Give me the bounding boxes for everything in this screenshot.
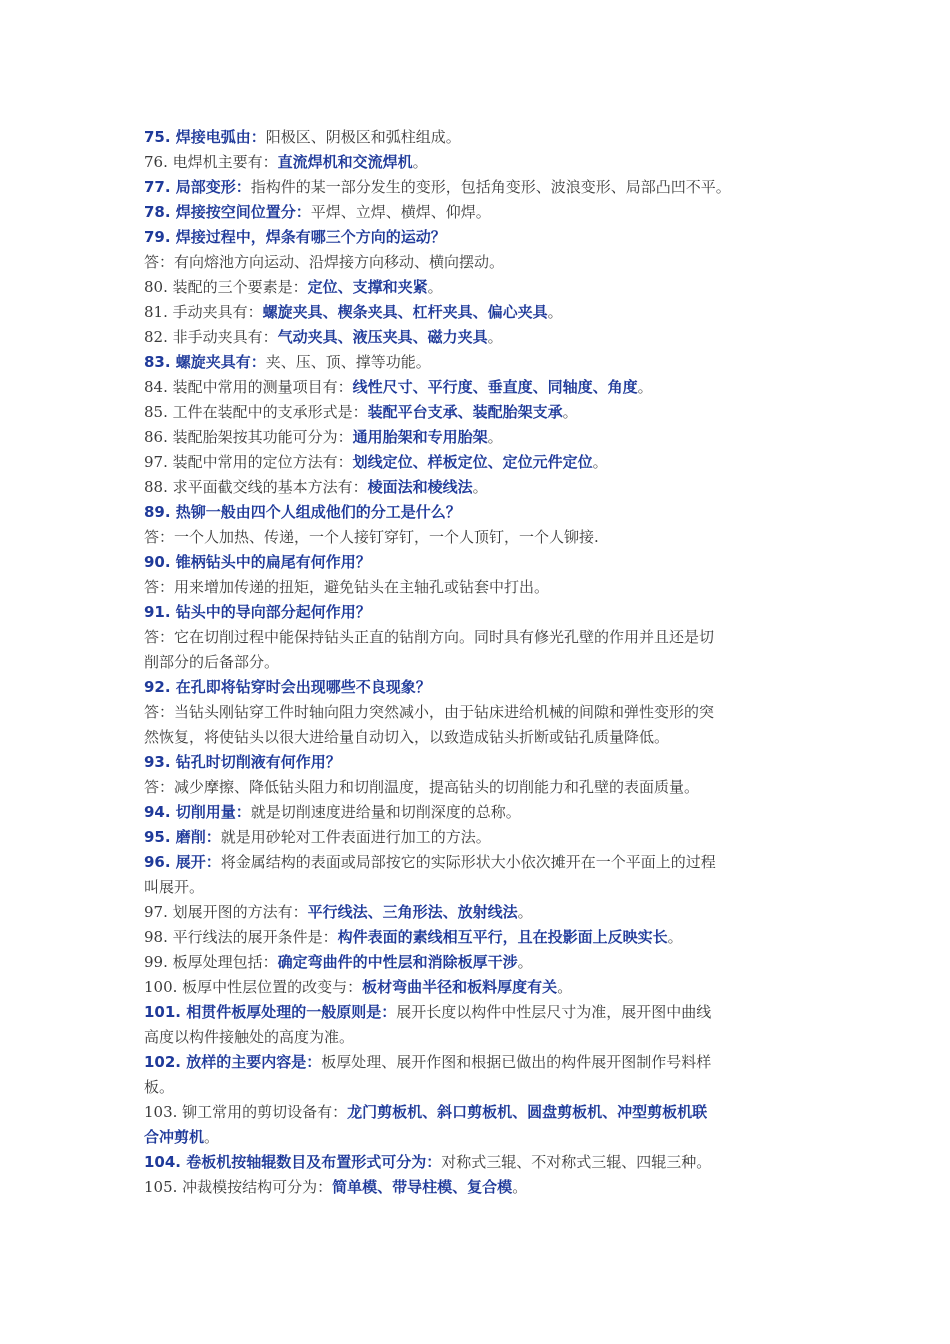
body-text: 将金属结构的表面或局部按它的实际形状大小依次摊开在一个平面上的过程 (220, 853, 716, 871)
text-line (144, 1175, 834, 1200)
body-text: 答：有向熔池方向运动、沿焊接方向移动、横向摆动。 (144, 253, 505, 271)
text-line (144, 1025, 834, 1050)
body-text: 80. 装配的三个要素是： (144, 278, 308, 296)
body-text: 。 (427, 278, 443, 296)
body-text: 88. 求平面截交线的基本方法有： (144, 478, 368, 496)
text-line (144, 1100, 834, 1125)
highlight-text: 构件表面的素线相互平行，且在投影面上反映实长 (337, 928, 668, 946)
text-line (144, 875, 834, 900)
text-line (144, 775, 834, 800)
text-line (144, 350, 834, 375)
body-text: 削部分的后备部分。 (144, 653, 280, 671)
text-line (144, 1150, 834, 1175)
highlight-text: 棱面法和棱线法 (367, 478, 473, 496)
document-body (144, 125, 834, 1200)
text-line (144, 1050, 834, 1075)
body-text: 76. 电焊机主要有： (144, 153, 278, 171)
body-text: 84. 装配中常用的测量项目有： (144, 378, 353, 396)
highlight-text: 104. 卷板机按轴辊数目及布置形式可分为： (144, 1153, 442, 1171)
body-text: 97. 装配中常用的定位方法有： (144, 453, 353, 471)
text-line (144, 175, 834, 200)
highlight-text: 通用胎架和专用胎架 (352, 428, 488, 446)
body-text: 。 (487, 428, 503, 446)
body-text: 对称式三辊、不对称式三辊、四辊三种。 (441, 1153, 712, 1171)
highlight-text: 简单模、带导柱模、复合模 (332, 1178, 513, 1196)
text-line (144, 725, 834, 750)
body-text: 。 (517, 903, 533, 921)
body-text: 103. 铆工常用的剪切设备有： (144, 1103, 348, 1121)
text-line (144, 625, 834, 650)
text-line (144, 550, 834, 575)
text-line (144, 600, 834, 625)
highlight-text: 92. 在孔即将钻穿时会出现哪些不良现象？ (144, 678, 431, 696)
body-text: 105. 冲裁模按结构可分为： (144, 1178, 333, 1196)
text-line (144, 800, 834, 825)
body-text: 98. 平行线法的展开条件是： (144, 928, 338, 946)
highlight-text: 89. 热铆一般由四个人组成他们的分工是什么？ (144, 503, 461, 521)
body-text: 。 (487, 328, 503, 346)
text-line (144, 275, 834, 300)
text-line (144, 825, 834, 850)
body-text: 高度以构件接触处的高度为准。 (144, 1028, 355, 1046)
highlight-text: 确定弯曲件的中性层和消除板厚干涉 (277, 953, 518, 971)
text-line (144, 200, 834, 225)
body-text: 叫展开。 (144, 878, 205, 896)
body-text: 85. 工件在装配中的支承形式是： (144, 403, 368, 421)
text-line (144, 450, 834, 475)
body-text: 81. 手动夹具有： (144, 303, 263, 321)
highlight-text: 装配平台支承、装配胎架支承 (367, 403, 563, 421)
body-text: 86. 装配胎架按其功能可分为： (144, 428, 353, 446)
body-text: 。 (547, 303, 563, 321)
text-line (144, 525, 834, 550)
highlight-text: 95. 磨削： (144, 828, 221, 846)
body-text: 82. 非手动夹具有： (144, 328, 278, 346)
highlight-text: 龙门剪板机、斜口剪板机、圆盘剪板机、冲型剪板机联 (347, 1103, 708, 1121)
body-text: 。 (557, 978, 573, 996)
body-text: 。 (592, 453, 608, 471)
body-text: 。 (637, 378, 653, 396)
body-text: 。 (204, 1128, 220, 1146)
body-text: 100. 板厚中性层位置的改变与： (144, 978, 363, 996)
highlight-text: 90. 锥柄钻头中的扁尾有何作用？ (144, 553, 371, 571)
highlight-text: 78. 焊接按空间位置分： (144, 203, 311, 221)
text-line (144, 975, 834, 1000)
highlight-text: 101. 相贯件板厚处理的一般原则是： (144, 1003, 397, 1021)
highlight-text: 线性尺寸、平行度、垂直度、同轴度、角度 (352, 378, 638, 396)
body-text: 答：一个人加热、传递，一个人接钉穿钉，一个人顶钉，一个人铆接. (144, 528, 599, 546)
text-line (144, 925, 834, 950)
text-line (144, 425, 834, 450)
highlight-text: 气动夹具、液压夹具、磁力夹具 (277, 328, 488, 346)
body-text: 。 (562, 403, 578, 421)
body-text: 然恢复，将使钻头以很大进给量自动切入，以致造成钻头折断或钻孔质量降低。 (144, 728, 670, 746)
text-line (144, 300, 834, 325)
text-line (144, 950, 834, 975)
text-line (144, 1075, 834, 1100)
body-text: 答：用来增加传递的扭矩，避免钻头在主轴孔或钻套中打出。 (144, 578, 550, 596)
text-line (144, 575, 834, 600)
text-line (144, 700, 834, 725)
body-text: 板。 (144, 1078, 175, 1096)
body-text: 。 (517, 953, 533, 971)
highlight-text: 102. 放样的主要内容是： (144, 1053, 322, 1071)
highlight-text: 93. 钻孔时切削液有何作用？ (144, 753, 341, 771)
highlight-text: 平行线法、三角形法、放射线法 (307, 903, 518, 921)
highlight-text: 77. 局部变形： (144, 178, 251, 196)
highlight-text: 75. 焊接电弧由： (144, 128, 266, 146)
body-text: 展开长度以构件中性层尺寸为准，展开图中曲线 (396, 1003, 712, 1021)
text-line (144, 475, 834, 500)
text-line (144, 900, 834, 925)
text-line (144, 675, 834, 700)
highlight-text: 划线定位、样板定位、定位元件定位 (352, 453, 593, 471)
body-text: 答：减少摩擦、降低钻头阻力和切削温度，提高钻头的切削能力和孔壁的表面质量。 (144, 778, 700, 796)
text-line (144, 850, 834, 875)
body-text: 97. 划展开图的方法有： (144, 903, 308, 921)
body-text: 平焊、立焊、横焊、仰焊。 (310, 203, 491, 221)
text-line (144, 225, 834, 250)
highlight-text: 94. 切削用量： (144, 803, 251, 821)
text-line (144, 1000, 834, 1025)
highlight-text: 83. 螺旋夹具有： (144, 353, 266, 371)
text-line (144, 650, 834, 675)
text-line (144, 250, 834, 275)
highlight-text: 96. 展开： (144, 853, 221, 871)
text-line (144, 375, 834, 400)
highlight-text: 螺旋夹具、楔条夹具、杠杆夹具、偏心夹具 (262, 303, 548, 321)
highlight-text: 板材弯曲半径和板料厚度有关 (362, 978, 558, 996)
text-line (144, 125, 834, 150)
text-line (144, 500, 834, 525)
highlight-text: 直流焊机和交流焊机 (277, 153, 413, 171)
body-text: 答：它在切削过程中能保持钻头正直的钻削方向。同时具有修光孔壁的作用并且还是切 (144, 628, 715, 646)
text-line (144, 150, 834, 175)
body-text: 阳极区、阴极区和弧柱组成。 (265, 128, 461, 146)
highlight-text: 79. 焊接过程中，焊条有哪三个方向的运动？ (144, 228, 446, 246)
text-line (144, 400, 834, 425)
body-text: 99. 板厚处理包括： (144, 953, 278, 971)
highlight-text: 91. 钻头中的导向部分起何作用？ (144, 603, 371, 621)
body-text: 。 (667, 928, 683, 946)
highlight-text: 合冲剪机 (144, 1128, 205, 1146)
highlight-text: 定位、支撑和夹紧 (307, 278, 428, 296)
body-text: 夹、压、顶、撑等功能。 (265, 353, 431, 371)
body-text: 。 (512, 1178, 528, 1196)
body-text: 就是切削速度进给量和切削深度的总称。 (250, 803, 521, 821)
body-text: 指构件的某一部分发生的变形，包括角变形、波浪变形、局部凸凹不平。 (250, 178, 731, 196)
body-text: 答：当钻头刚钻穿工件时轴向阻力突然减小，由于钻床进给机械的间隙和弹性变形的突 (144, 703, 715, 721)
body-text: 。 (412, 153, 428, 171)
text-line (144, 750, 834, 775)
body-text: 板厚处理、展开作图和根据已做出的构件展开图制作号料样 (321, 1053, 712, 1071)
text-line (144, 325, 834, 350)
body-text: 。 (472, 478, 488, 496)
body-text: 就是用砂轮对工件表面进行加工的方法。 (220, 828, 491, 846)
text-line (144, 1125, 834, 1150)
